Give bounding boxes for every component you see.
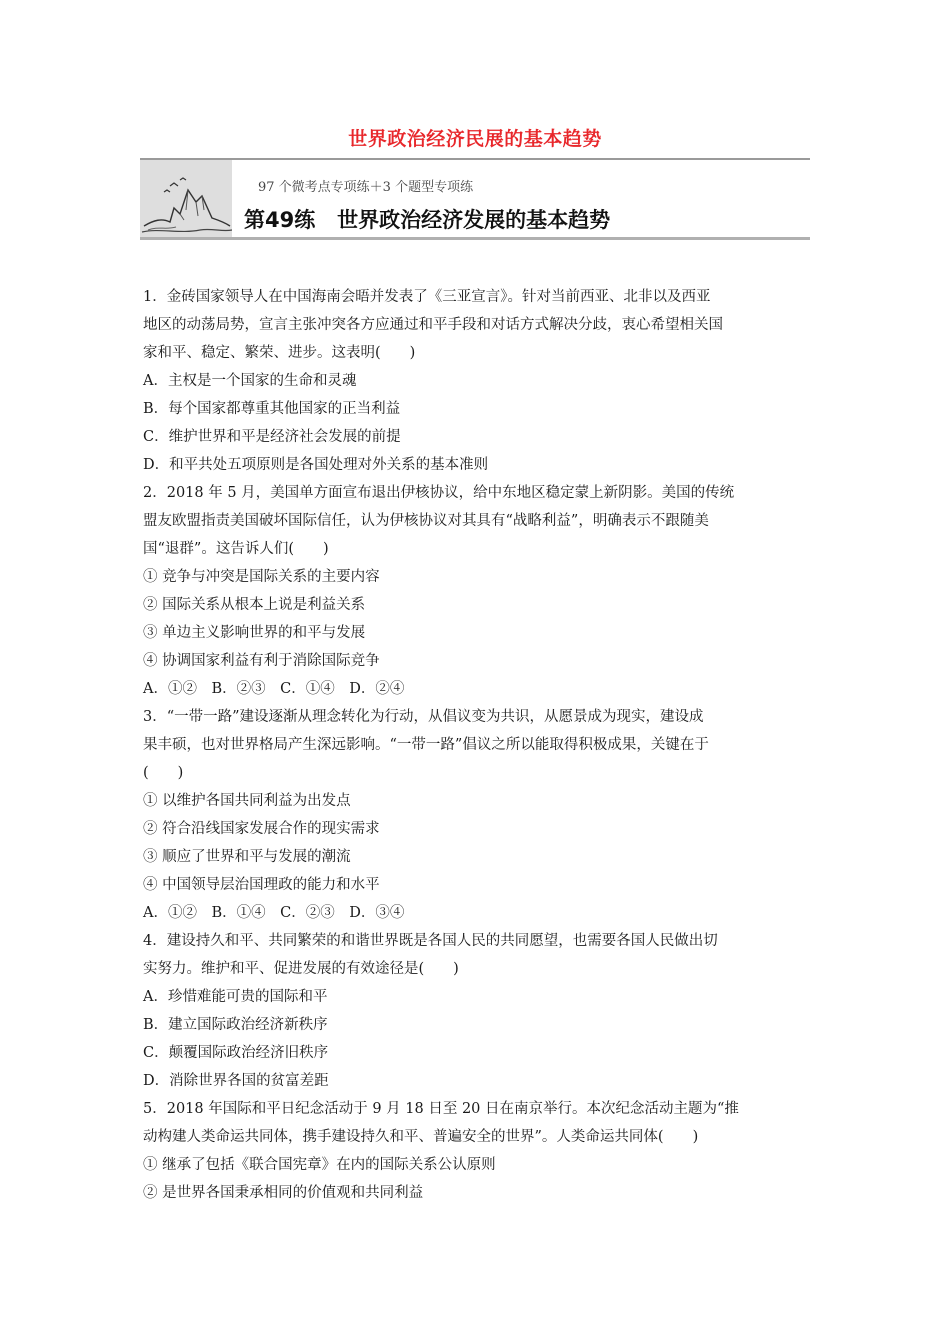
banner-bottom-rule <box>140 237 810 240</box>
answer-option: B．建立国际政治经济新秩序 <box>143 1017 328 1033</box>
answer-option: D．和平共处五项原则是各国处理对外关系的基本准则 <box>143 457 489 473</box>
document-title: 世界政治经济民展的基本趋势 <box>348 128 602 150</box>
question-stem-line: 4．建设持久和平、共同繁荣的和谐世界既是各国人民的共同愿望，也需要各国人民做出切 <box>143 933 718 949</box>
statement-item: ③ 顺应了世界和平与发展的潮流 <box>143 849 351 865</box>
answer-option: A．主权是一个国家的生命和灵魂 <box>143 373 357 389</box>
statement-item: ① 以维护各国共同利益为出发点 <box>143 793 351 809</box>
question-stem-line: 果丰硕，也对世界格局产生深远影响。“一带一路”倡议之所以能取得积极成果，关键在于 <box>143 737 709 753</box>
lesson-title: 世界政治经济发展的基本趋势 <box>337 208 611 232</box>
answer-choices: A．①② B．①④ C．②③ D．③④ <box>143 905 405 921</box>
question-stem-line: 3．“一带一路”建设逐渐从理念转化为行动，从倡议变为共识，从愿景成为现实，建设成 <box>143 709 704 725</box>
question-stem-line: 1．金砖国家领导人在中国海南会晤并发表了《三亚宣言》。针对当前西亚、北非以及西亚 <box>143 289 711 305</box>
statement-item: ③ 单边主义影响世界的和平与发展 <box>143 625 366 641</box>
question-stem-line: 地区的动荡局势，宣言主张冲突各方应通过和平手段和对话方式解决分歧，衷心希望相关国 <box>143 317 723 333</box>
answer-option: A．珍惜难能可贵的国际和平 <box>143 989 328 1005</box>
lesson-banner <box>140 158 810 240</box>
question-stem-line: 动构建人类命运共同体，携手建设持久和平、普遍安全的世界”。人类命运共同体( ) <box>143 1129 699 1145</box>
statement-item: ① 竞争与冲突是国际关系的主要内容 <box>143 569 380 585</box>
lesson-number: 第49练 <box>244 208 316 232</box>
question-stem-line: 实努力。维护和平、促进发展的有效途径是( ) <box>143 961 459 977</box>
statement-item: ④ 中国领导层治国理政的能力和水平 <box>143 877 380 893</box>
answer-option: D．消除世界各国的贫富差距 <box>143 1073 329 1089</box>
statement-item: ① 继承了包括《联合国宪章》在内的国际关系公认原则 <box>143 1157 496 1173</box>
question-stem-line: ( ) <box>143 765 184 781</box>
statement-item: ② 符合沿线国家发展合作的现实需求 <box>143 821 380 837</box>
question-1 <box>143 283 815 479</box>
statement-item: ④ 协调国家利益有利于消除国际竞争 <box>143 653 380 669</box>
answer-option: C．维护世界和平是经济社会发展的前提 <box>143 429 401 445</box>
answer-option: B．每个国家都尊重其他国家的正当利益 <box>143 401 401 417</box>
question-stem-line: 盟友欧盟指责美国破坏国际信任，认为伊核协议对其具有“战略利益”，明确表示不跟随美 <box>143 513 709 529</box>
banner-top-rule <box>140 158 810 160</box>
statement-item: ② 国际关系从根本上说是利益关系 <box>143 597 366 613</box>
mountain-birds-icon <box>140 160 232 237</box>
series-subtitle: 97 个微考点专项练＋3 个题型专项练 <box>258 180 474 195</box>
statement-item: ② 是世界各国秉承相同的价值观和共同利益 <box>143 1185 424 1201</box>
question-4 <box>143 927 815 1095</box>
answer-choices: A．①② B．②③ C．①④ D．②④ <box>143 681 405 697</box>
question-stem-line: 国“退群”。这告诉人们( ) <box>143 541 329 557</box>
question-stem-line: 家和平、稳定、繁荣、进步。这表明( ) <box>143 345 416 361</box>
question-stem-line: 2．2018 年 5 月，美国单方面宣布退出伊核协议，给中东地区稳定蒙上新阴影。美国的传统 <box>143 485 735 501</box>
question-5 <box>143 1095 815 1207</box>
question-stem-line: 5．2018 年国际和平日纪念活动于 9 月 18 日至 20 日在南京举行。本次纪念活动主题为“推 <box>143 1101 739 1117</box>
question-3 <box>143 703 815 927</box>
lesson-heading <box>244 204 610 234</box>
answer-option: C．颠覆国际政治经济旧秩序 <box>143 1045 329 1061</box>
question-list <box>143 283 815 1207</box>
question-2 <box>143 479 815 703</box>
